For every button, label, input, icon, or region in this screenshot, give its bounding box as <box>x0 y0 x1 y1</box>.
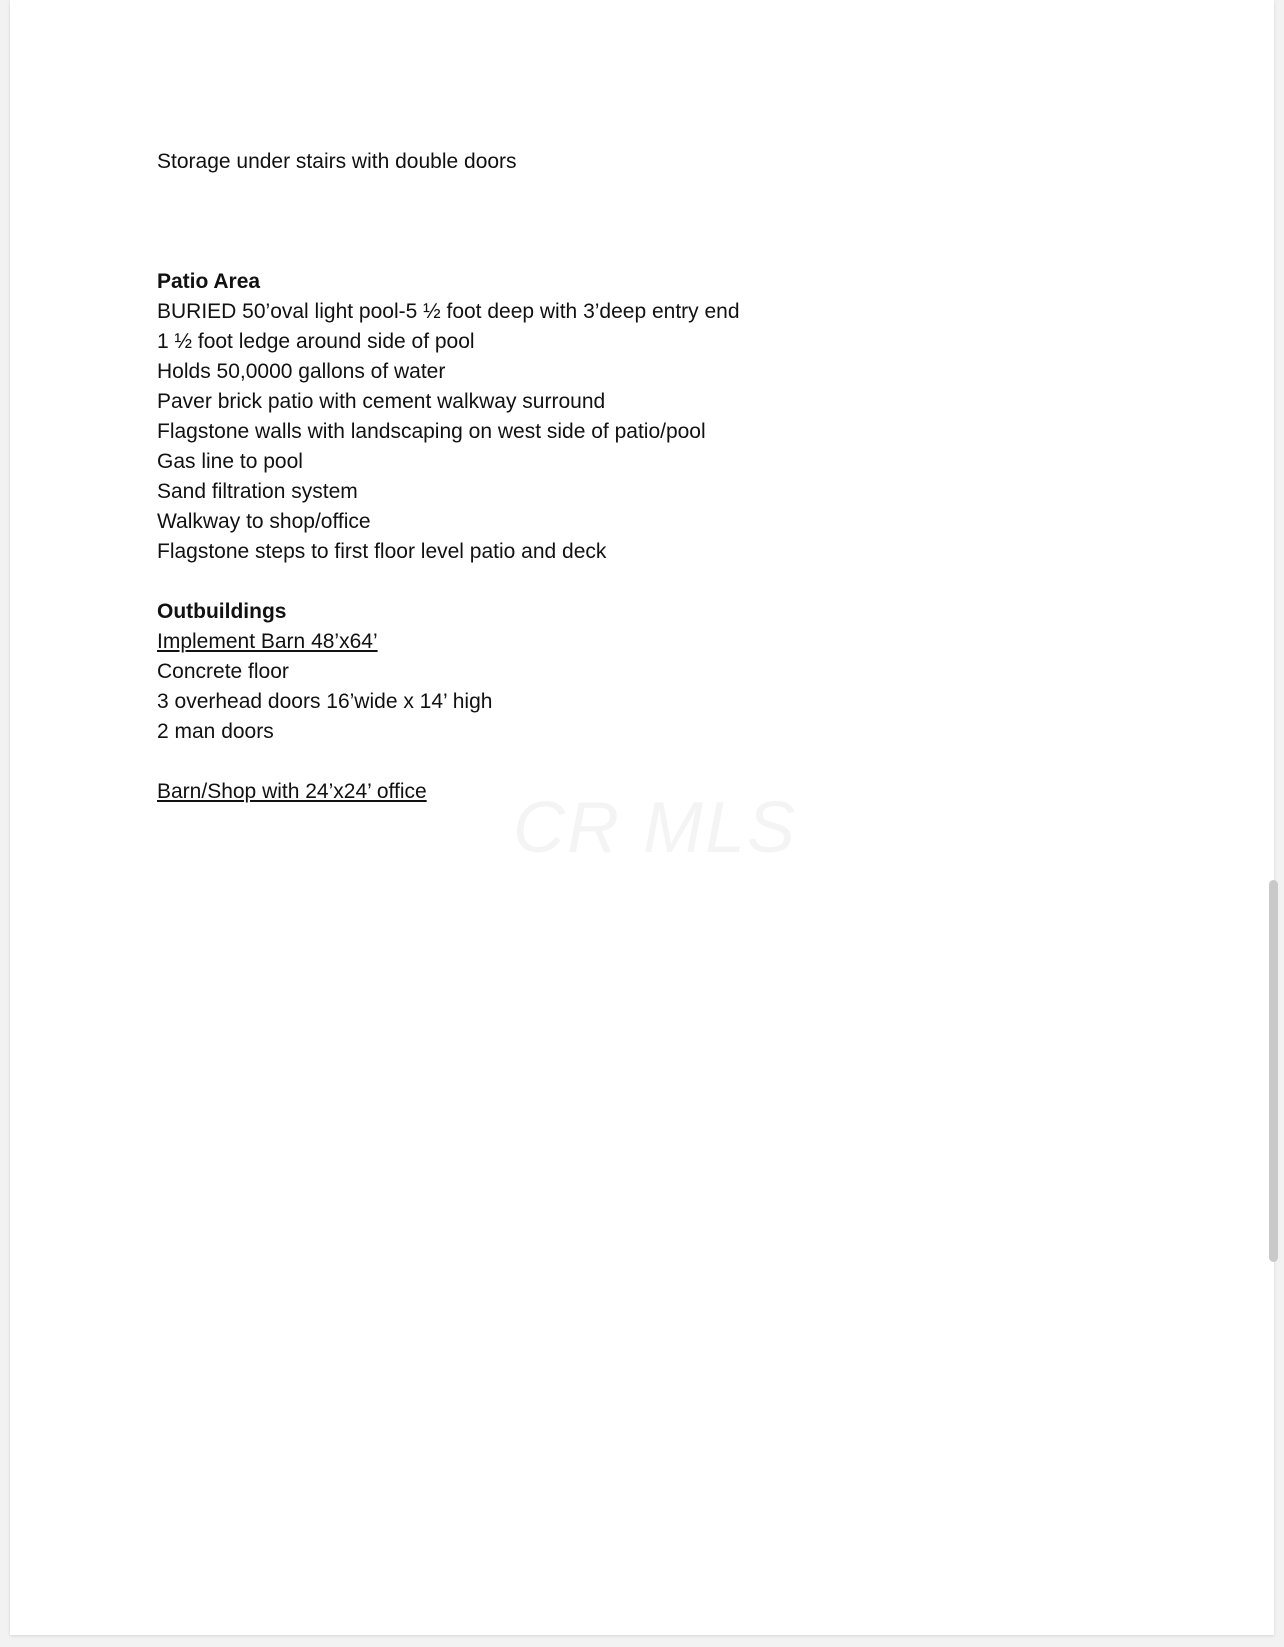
page-content <box>157 147 740 807</box>
patio-item: Holds 50,0000 gallons of water <box>157 360 446 383</box>
outbuildings-heading: Outbuildings <box>157 600 287 623</box>
implement-barn-title: Implement Barn 48’x64’ <box>157 630 378 653</box>
implement-barn-item: 2 man doors <box>157 720 274 743</box>
patio-item: Walkway to shop/office <box>157 510 371 533</box>
barn-shop-title: Barn/Shop with 24’x24’ office <box>157 780 427 803</box>
scrollbar-thumb[interactable] <box>1269 880 1278 1262</box>
patio-item: Paver brick patio with cement walkway surround <box>157 390 606 413</box>
watermark <box>513 787 797 869</box>
implement-barn-item: 3 overhead doors 16’wide x 14’ high <box>157 690 493 713</box>
patio-item: 1 ½ foot ledge around side of pool <box>157 330 475 353</box>
spacer <box>157 747 740 777</box>
document-page <box>10 0 1274 1635</box>
implement-barn-item: Concrete floor <box>157 660 289 683</box>
patio-item: BURIED 50’oval light pool-5 ½ foot deep with 3’deep entry end <box>157 300 740 323</box>
storage-line: Storage under stairs with double doors <box>157 150 517 173</box>
patio-item: Gas line to pool <box>157 450 303 473</box>
patio-area-heading: Patio Area <box>157 270 261 293</box>
spacer <box>157 567 740 597</box>
patio-item: Sand filtration system <box>157 480 358 503</box>
patio-item: Flagstone steps to first floor level patio and deck <box>157 540 607 563</box>
spacer <box>157 177 740 267</box>
scrollbar[interactable] <box>1268 0 1280 1635</box>
patio-item: Flagstone walls with landscaping on west side of patio/pool <box>157 420 706 443</box>
